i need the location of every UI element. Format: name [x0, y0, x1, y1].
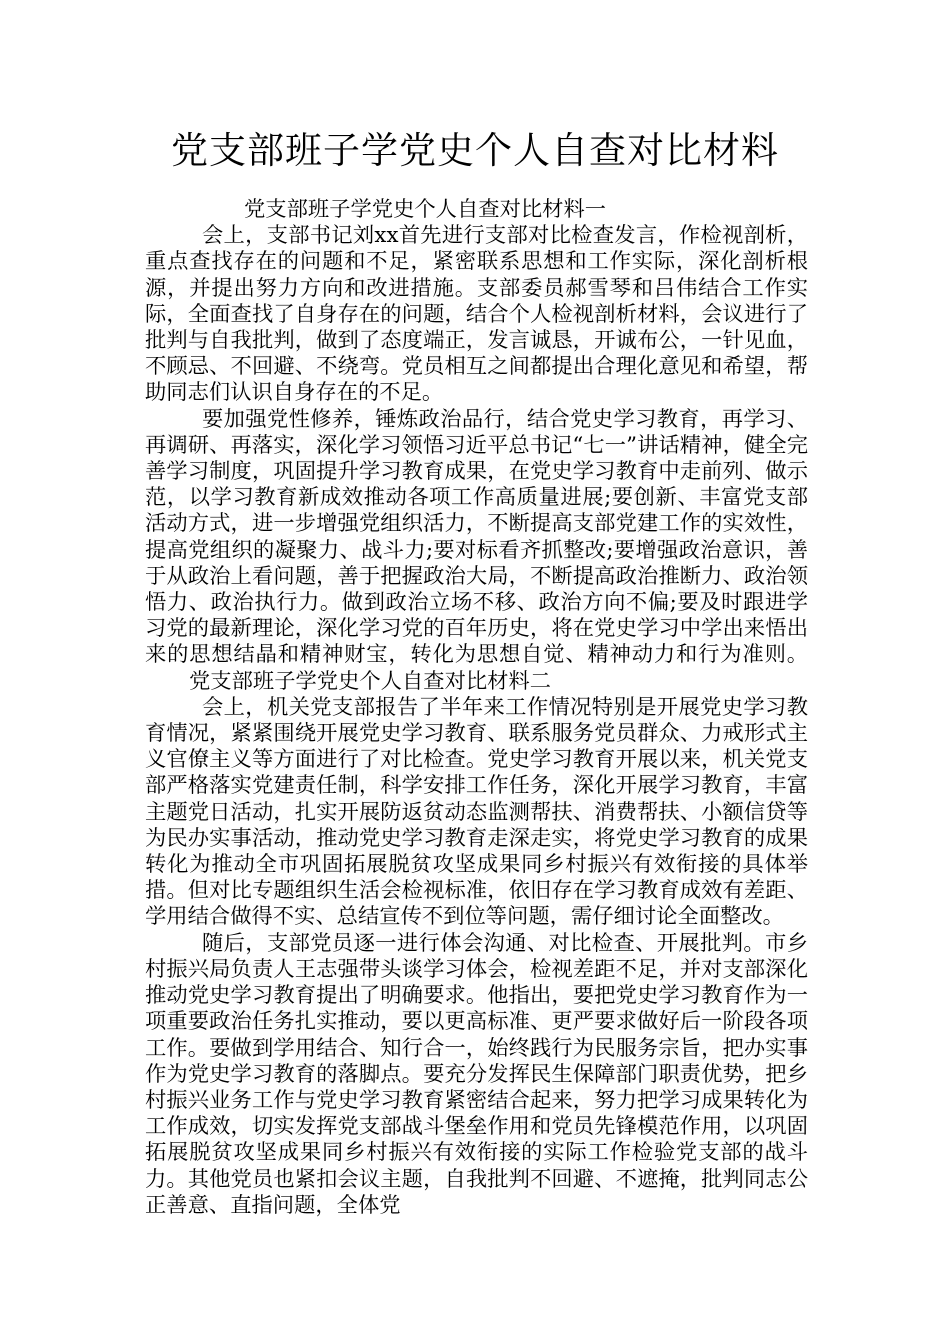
body-paragraph: 会上，机关党支部报告了半年来工作情况特别是开展党史学习教育情况，紧紧围绕开展党史学习教育、联系服务党员群众、力戒形式主义官僚主义等方面进行了对比检查。党史学习教育开展以来，机关党支部严格落实党建责任制，科学安排工作任务，深化开展学习教育，丰富主题党日活动，扎实开展防返贫动态监测帮扶、消费帮扶、小额信贷等为民办实事活动，推动党史学习教育走深走实，将党史学习教育的成果转化为推动全市巩固拓展脱贫攻坚成果同乡村振兴有效衔接的具体举措。但对比专题组织生活会检视标准，依旧存在学习教育成效有差距、学用结合做得不实、总结宣传不到位等问题，需仔细讨论全面整改。	[145, 694, 808, 930]
paragraph-text: 要加强党性修养，锤炼政治品行，结合党史学习教育，再学习、再调研、再落实，深化学习领悟习近平总书记“七一”讲话精神，健全完善学习制度，巩固提升学习教育成果，在党史学习教育中走前列、做示范，以学习教育新成效推动各项工作高质量进展;要创新、丰富党支部活动方式，进一步增强党组织活力，不断提高支部党建工作的实效性，提高党组织的凝聚力、战斗力;要对标看齐抓整改;要增强政治意识，善于从政治上看问题，善于把握政治大局，不断提高政治推断力、政治领悟力、政治执行力。做到政治立场不移、政治方向不偏;要及时跟进学习党的最新理论，深化学习党的百年历史，将在党史学习中学出来悟出来的思想结晶和精神财宝，转化为思想自觉、精神动力和行为准则。	[145, 406, 808, 668]
body-paragraph	[145, 407, 808, 695]
section-heading: 党支部班子学党史个人自查对比材料一	[244, 197, 607, 222]
document-title: 党支部班子学党史个人自查对比材料	[171, 129, 779, 172]
document-body	[145, 197, 808, 1219]
body-paragraph: 会上，支部书记刘xx首先进行支部对比检查发言，作检视剖析，重点查找存在的问题和不足，紧密联系思想和工作实际，深化剖析根源，并提出努力方向和改进措施。支部委员郝雪琴和吕伟结合工作实际，全面查找了自身存在的问题，结合个人检视剖析材料，会议进行了批判与自我批判，做到了态度端正，发言诚恳，开诚布公，一针见血，不顾忌、不回避、不绕弯。党员相互之间都提出合理化意见和希望，帮助同志们认识自身存在的不足。	[145, 223, 808, 406]
section-heading: 党支部班子学党史个人自查对比材料二	[189, 668, 552, 694]
body-paragraph: 随后，支部党员逐一进行体会沟通、对比检查、开展批判。市乡村振兴局负责人王志强带头谈学习体会，检视差距不足，并对支部深化推动党史学习教育提出了明确要求。他指出，要把党史学习教育作为一项重要政治任务扎实推动，要以更高标准、更严要求做好后一阶段各项工作。要做到学用结合、知行合一，始终践行为民服务宗旨，把办实事作为党史学习教育的落脚点。要充分发挥民生保障部门职责优势，把乡村振兴业务工作与党史学习教育紧密结合起来，努力把学习成果转化为工作成效，切实发挥党支部战斗堡垒作用和党员先锋模范作用，以巩固拓展脱贫攻坚成果同乡村振兴有效衔接的实际工作检验党支部的战斗力。其他党员也紧扣会议主题，自我批判不回避、不遮掩，批判同志公正善意、直指问题，全体党	[145, 930, 808, 1218]
